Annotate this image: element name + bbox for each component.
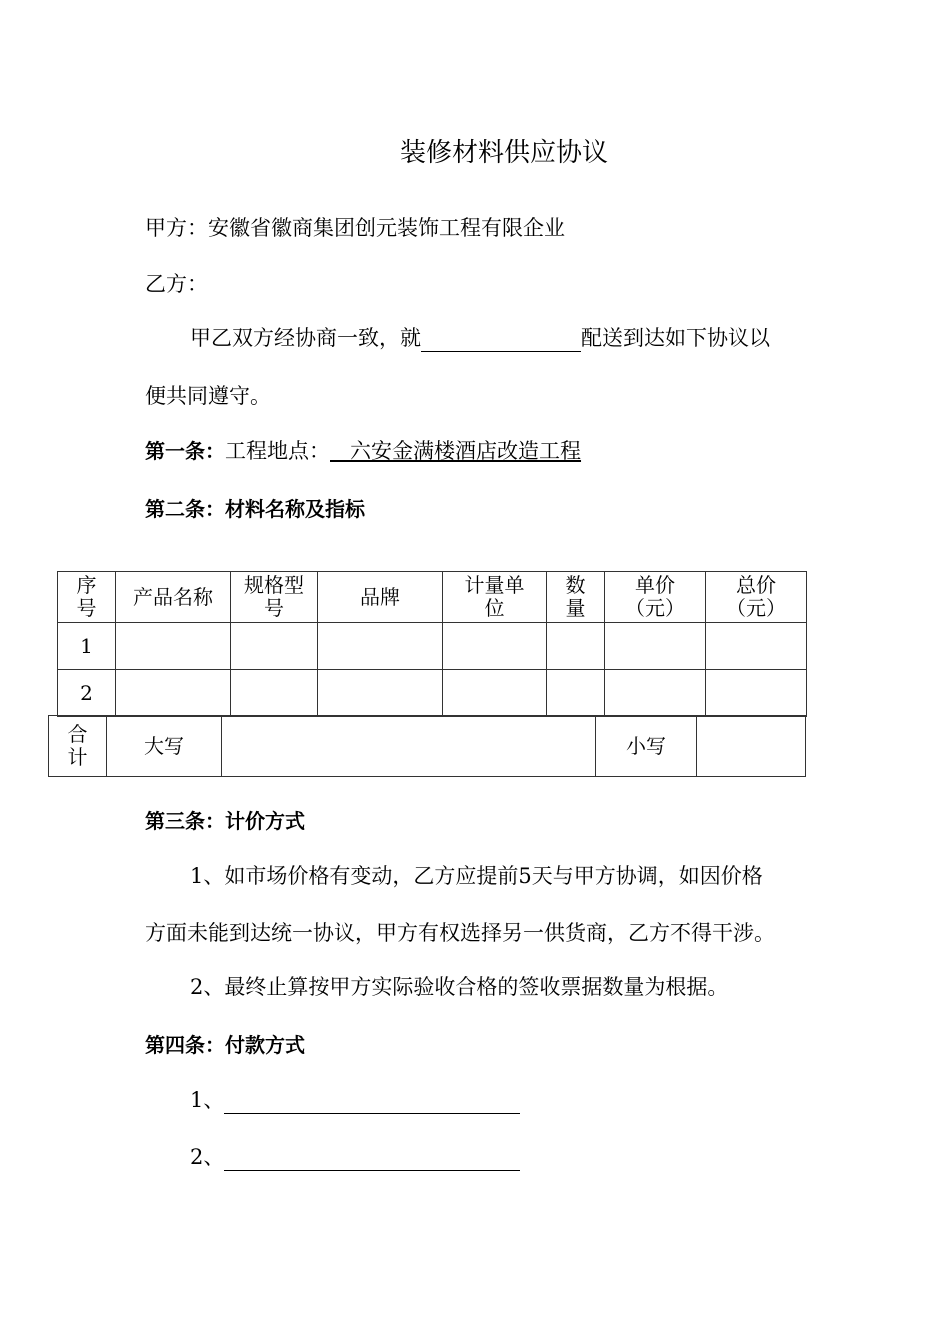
project-location: 六安金满楼酒店改造工程 <box>330 439 582 463</box>
article-2-heading: 第二条：材料名称及指标 <box>145 497 365 521</box>
row-index: 2 <box>58 670 116 717</box>
cell-total-price[interactable] <box>706 623 807 670</box>
article-3-p2: 2、最终止算按甲方实际验收合格的签收票据数量为根据。 <box>190 975 729 999</box>
row-index: 1 <box>58 623 116 670</box>
cell-spec[interactable] <box>231 670 318 717</box>
cell-quantity[interactable] <box>547 670 605 717</box>
article-1 <box>145 435 581 465</box>
materials-table <box>57 571 807 717</box>
party-b: 乙方： <box>145 272 208 296</box>
header-product-name: 产品名称 <box>116 572 231 623</box>
intro-suffix: 配送到达如下协议以 <box>581 326 770 350</box>
article-1-label: 第一条： <box>145 439 225 463</box>
cell-unit[interactable] <box>443 670 547 717</box>
article-3-heading: 第三条：计价方式 <box>145 809 305 833</box>
party-a: 甲方：安徽省徽商集团创元装饰工程有限企业 <box>145 216 565 240</box>
lower-amount-label: 小写 <box>596 716 697 777</box>
article-3-p1-line2: 方面未能到达统一协议，甲方有权选择另一供货商，乙方不得干涉。 <box>145 921 775 945</box>
total-table <box>48 715 806 777</box>
upper-amount-field[interactable] <box>222 716 596 777</box>
payment-item-2-blank[interactable] <box>224 1146 520 1171</box>
table-header-row <box>58 572 807 623</box>
cell-brand[interactable] <box>318 623 443 670</box>
cell-product-name[interactable] <box>116 670 231 717</box>
cell-unit-price[interactable] <box>605 670 706 717</box>
article-4-heading: 第四条：付款方式 <box>145 1033 305 1057</box>
total-row <box>49 716 806 777</box>
cell-total-price[interactable] <box>706 670 807 717</box>
document-title: 装修材料供应协议 <box>399 138 608 168</box>
intro-prefix: 甲乙双方经协商一致，就 <box>190 326 421 350</box>
payment-item-1-blank[interactable] <box>224 1089 520 1114</box>
intro-line-1 <box>190 322 770 352</box>
lower-amount-field[interactable] <box>697 716 806 777</box>
table-row <box>58 670 807 717</box>
supply-item-blank[interactable] <box>421 327 581 352</box>
header-spec: 规格型 号 <box>231 572 318 623</box>
cell-unit[interactable] <box>443 623 547 670</box>
cell-spec[interactable] <box>231 623 318 670</box>
header-index: 序 号 <box>58 572 116 623</box>
header-unit-price: 单价 （元） <box>605 572 706 623</box>
header-quantity: 数 量 <box>547 572 605 623</box>
total-label: 合 计 <box>49 716 107 777</box>
intro-line-2: 便共同遵守。 <box>145 384 271 408</box>
cell-quantity[interactable] <box>547 623 605 670</box>
payment-item-1: 1、 <box>190 1084 520 1114</box>
article-1-text: 工程地点： <box>225 439 330 463</box>
cell-product-name[interactable] <box>116 623 231 670</box>
header-brand: 品牌 <box>318 572 443 623</box>
table-row <box>58 623 807 670</box>
cell-unit-price[interactable] <box>605 623 706 670</box>
upper-amount-label: 大写 <box>107 716 222 777</box>
cell-brand[interactable] <box>318 670 443 717</box>
payment-item-2: 2、 <box>190 1141 520 1171</box>
article-3-p1-line1: 1、如市场价格有变动，乙方应提前5天与甲方协调，如因价格 <box>190 864 763 888</box>
header-unit: 计量单 位 <box>443 572 547 623</box>
header-total-price: 总价 （元） <box>706 572 807 623</box>
